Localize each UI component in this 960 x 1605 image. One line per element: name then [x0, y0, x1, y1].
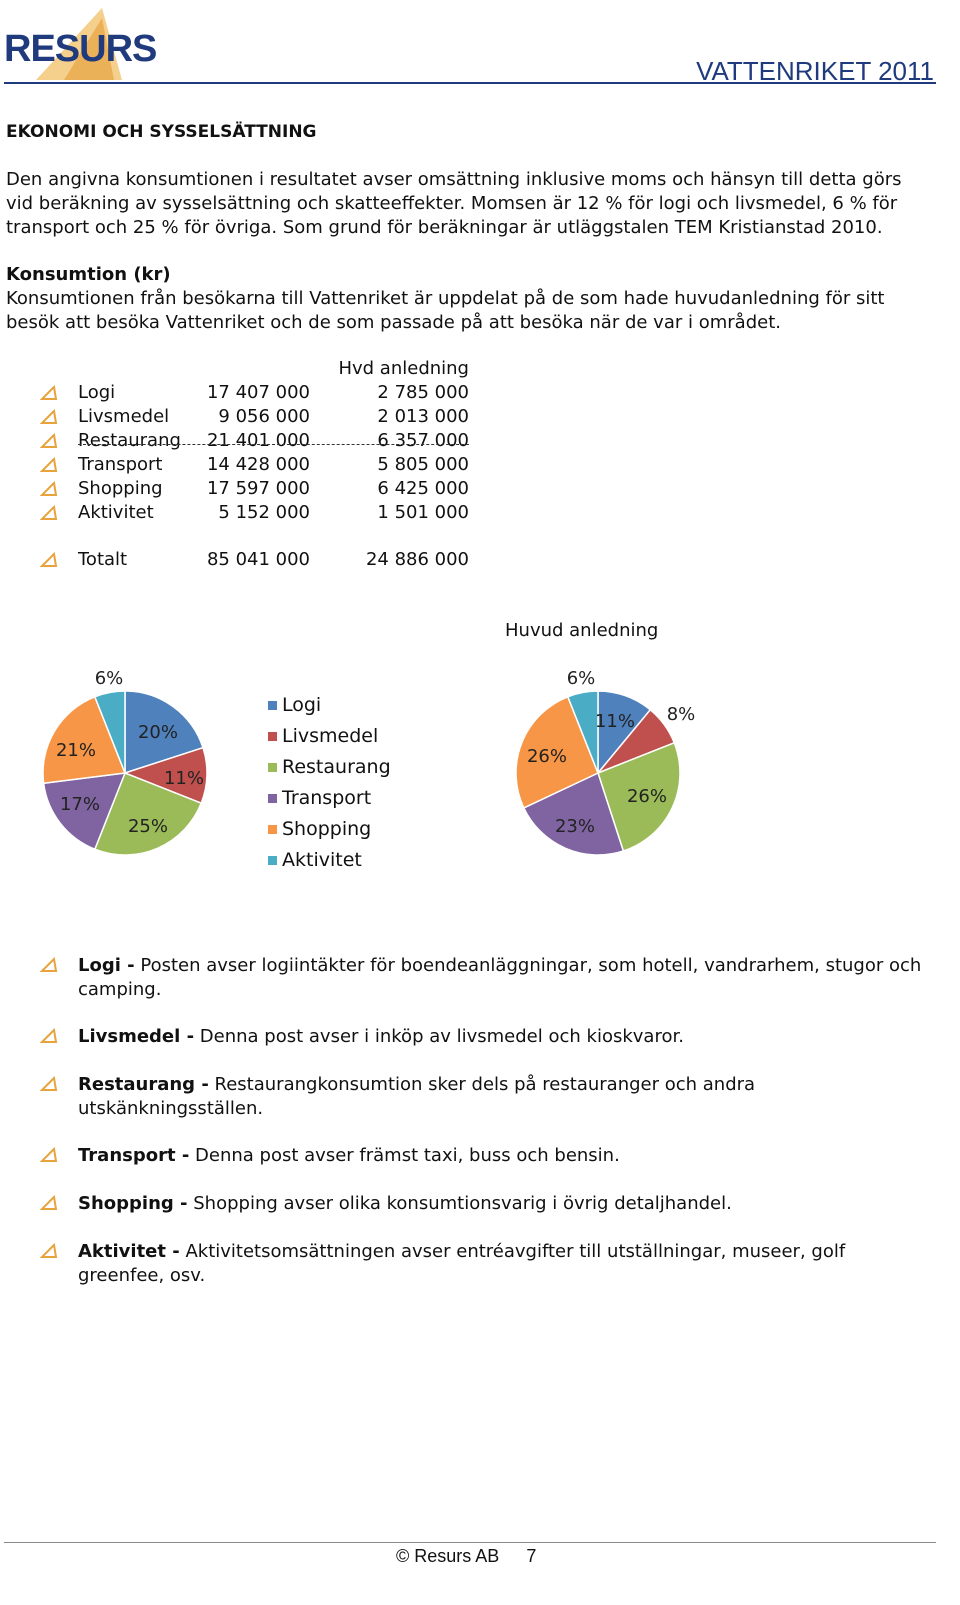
- footer-copyright: © Resurs AB: [396, 1546, 500, 1566]
- pie-data-label: 11%: [163, 768, 205, 789]
- triangle-bullet-icon: [40, 505, 60, 521]
- definition-text: Posten avser logiintäkter för boendeanläggningar, som hotell, vandrarhem, stugor och: [134, 955, 922, 976]
- legend-label: Shopping: [282, 818, 372, 840]
- footer: [396, 1546, 536, 1567]
- definition-text: Shopping avser olika konsumtionsvarig i övrig detaljhandel.: [187, 1193, 732, 1214]
- definition-text: Aktivitetsomsättningen avser entréavgifter till utställningar, museer, golf: [179, 1241, 846, 1262]
- row-label: Aktivitet: [78, 502, 154, 523]
- definition-term: Aktivitet -: [78, 1241, 180, 1262]
- row-total: 17 597 000: [206, 478, 310, 499]
- legend-swatch: [268, 732, 277, 741]
- triangle-bullet-icon: [40, 457, 60, 473]
- pie-data-label: 26%: [526, 746, 568, 767]
- pie-data-label: 17%: [59, 794, 101, 815]
- column-header-hvd: Hvd anledning: [338, 358, 469, 379]
- definition-item: [78, 1144, 938, 1168]
- definition-term: Logi -: [78, 955, 135, 976]
- triangle-bullet-icon: [40, 1243, 60, 1259]
- legend-swatch: [268, 825, 277, 834]
- total-hvd-value: 24 886 000: [365, 549, 469, 570]
- definition-text-cont: camping.: [78, 979, 162, 1000]
- definition-item: [78, 1025, 938, 1049]
- row-hvd: 6 425 000: [377, 478, 469, 499]
- definition-text-cont: utskänkningsställen.: [78, 1098, 264, 1119]
- intro-line: vid beräkning av sysselsättning och skatteeffekter. Momsen är 12 % för logi och livsmedel, 6 % för: [6, 193, 898, 214]
- table-row: [0, 454, 960, 478]
- definition-term: Transport -: [78, 1145, 190, 1166]
- pie-data-label: 6%: [566, 668, 596, 689]
- dotted-underline: [78, 444, 469, 445]
- definition-text-cont: greenfee, osv.: [78, 1265, 206, 1286]
- legend-swatch: [268, 794, 277, 803]
- konsumtion-line: besök att besöka Vattenriket och de som passade på att besöka när de var i området.: [6, 312, 781, 333]
- row-label: Transport: [78, 454, 163, 475]
- row-label: Restaurang: [78, 430, 181, 451]
- intro-paragraph: [6, 168, 936, 240]
- pie-data-label: 23%: [554, 816, 596, 837]
- legend-label: Restaurang: [282, 756, 391, 778]
- definition-bullet: [0, 1025, 70, 1049]
- definition-bullet: [0, 954, 70, 978]
- triangle-bullet-icon: [40, 1028, 60, 1044]
- footer-divider: [4, 1542, 936, 1543]
- row-hvd: 2 785 000: [377, 382, 469, 403]
- triangle-bullet-icon: [40, 1147, 60, 1163]
- row-hvd: 6 357 000: [377, 430, 469, 451]
- definition-bullet: [0, 1240, 70, 1264]
- total-label: Totalt: [78, 549, 128, 570]
- triangle-bullet-icon: [40, 1076, 60, 1092]
- row-label: Logi: [78, 382, 116, 403]
- table-row: [0, 478, 960, 502]
- legend-swatch: [268, 856, 277, 865]
- intro-line: Den angivna konsumtionen i resultatet avser omsättning inklusive moms och hänsyn till detta görs: [6, 169, 902, 190]
- definition-term: Shopping -: [78, 1193, 188, 1214]
- table-row: [0, 430, 960, 454]
- row-label: Livsmedel: [78, 406, 170, 427]
- definition-item: [78, 1192, 938, 1216]
- definition-text: Denna post avser i inköp av livsmedel och kioskvaror.: [194, 1026, 684, 1047]
- konsumtion-heading: Konsumtion (kr): [6, 264, 171, 285]
- definition-term: Restaurang -: [78, 1074, 209, 1095]
- table-row: [0, 502, 960, 526]
- document-title: VATTENRIKET 2011: [696, 56, 934, 86]
- legend-label: Logi: [282, 694, 322, 716]
- pie-chart-total: [30, 660, 230, 870]
- definition-bullet: [0, 1073, 70, 1097]
- definition-item: [78, 954, 938, 1002]
- triangle-bullet-icon: [40, 385, 60, 401]
- pie-data-label: 25%: [127, 816, 169, 837]
- row-total: 9 056 000: [218, 406, 310, 427]
- definition-text: Restaurangkonsumtion sker dels på restauranger och andra: [208, 1074, 756, 1095]
- row-total: 21 401 000: [206, 430, 310, 451]
- triangle-bullet-icon: [40, 433, 60, 449]
- row-total: 17 407 000: [206, 382, 310, 403]
- triangle-bullet-icon: [40, 552, 60, 568]
- row-total: 5 152 000: [218, 502, 310, 523]
- definition-bullet: [0, 1144, 70, 1168]
- pie-data-label: 20%: [137, 722, 179, 743]
- konsumtion-line: Konsumtionen från besökarna till Vattenriket är uppdelat på de som hade huvudanledning för sitt: [6, 288, 885, 309]
- definition-bullet: [0, 1192, 70, 1216]
- table-row: [0, 406, 960, 430]
- pie-chart-huvud-anledning: [505, 660, 715, 870]
- definition-item: [78, 1240, 938, 1288]
- definition-term: Livsmedel -: [78, 1026, 195, 1047]
- header-divider: [4, 82, 936, 84]
- section-heading: EKONOMI OCH SYSSELSÄTTNING: [6, 122, 317, 142]
- definition-text: Denna post avser främst taxi, buss och bensin.: [189, 1145, 620, 1166]
- definition-item: [78, 1073, 938, 1121]
- pie-data-label: 11%: [594, 711, 636, 732]
- konsumtion-section: [6, 263, 936, 335]
- row-total: 14 428 000: [206, 454, 310, 475]
- pie-data-label: 6%: [94, 668, 124, 689]
- legend-label: Livsmedel: [282, 725, 379, 747]
- row-hvd: 2 013 000: [377, 406, 469, 427]
- legend-swatch: [268, 763, 277, 772]
- table-row: [0, 382, 960, 406]
- triangle-bullet-icon: [40, 481, 60, 497]
- logo-text: RESURS: [4, 28, 157, 70]
- pie-data-label: 21%: [55, 740, 97, 761]
- row-hvd: 1 501 000: [377, 502, 469, 523]
- triangle-bullet-icon: [40, 409, 60, 425]
- row-hvd: 5 805 000: [377, 454, 469, 475]
- legend-label: Transport: [282, 787, 372, 809]
- chart-title-huvud-anledning: Huvud anledning: [505, 620, 659, 641]
- table-total-row: [0, 549, 960, 573]
- pie-data-label: 26%: [626, 786, 668, 807]
- pie-data-label: 8%: [666, 704, 696, 725]
- triangle-bullet-icon: [40, 1195, 60, 1211]
- total-value: 85 041 000: [206, 549, 310, 570]
- row-label: Shopping: [78, 478, 163, 499]
- legend-label: Aktivitet: [282, 849, 362, 871]
- triangle-bullet-icon: [40, 957, 60, 973]
- legend-swatch: [268, 701, 277, 710]
- table-header-row: [0, 358, 960, 382]
- page-number: 7: [526, 1546, 537, 1566]
- intro-line: transport och 25 % för övriga. Som grund för beräkningar är utläggstalen TEM Kristianstad 2010.: [6, 217, 883, 238]
